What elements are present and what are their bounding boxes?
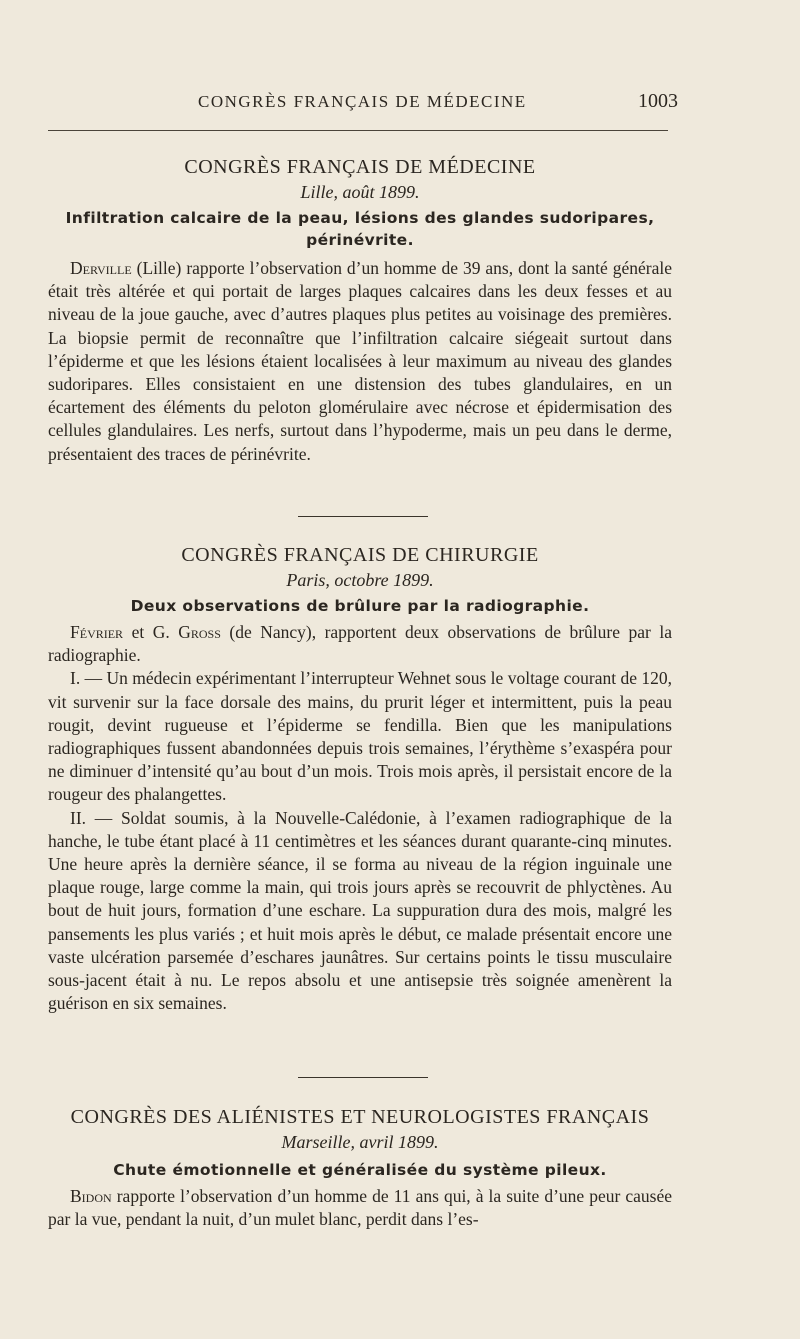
section-subtitle: Paris, octobre 1899. (286, 570, 434, 590)
author-name: Gross (178, 622, 221, 642)
section-title: CONGRÈS FRANÇAIS DE MÉDECINE (184, 156, 536, 178)
section-title: CONGRÈS DES ALIÉNISTES ET NEUROLOGISTES FRANÇAIS (70, 1106, 650, 1128)
section-alienistes (48, 1106, 672, 1231)
article-intro (48, 621, 672, 667)
author-name: Derville (70, 258, 132, 278)
article-title: Deux observations de brûlure par la radiographie. (130, 597, 590, 615)
article-paragraph: I. — Un médecin expérimentant l’interrupteur Wehnet sous le voltage courant de 120, vit survenir sur la face dorsale des mains, du prurit léger et intermittent, puis la peau rougit, devint rugueuse et l’épiderme se fendilla. Bien que les manipulations radiographiques fussent abandonnées depuis trois semaines, l’érythème s’exaspéra pour ne diminuer d’intensité qu’au bout d’un mois. Trois mois après, il persistait encore de la rougeur des phalangettes. (48, 668, 672, 805)
section-subtitle: Marseille, avril 1899. (281, 1132, 439, 1152)
section-chirurgie (48, 544, 672, 1015)
section-medecine (48, 156, 672, 466)
section-divider (298, 516, 428, 517)
article-title: Chute émotionnelle et généralisée du système pileux. (113, 1161, 607, 1179)
article-paragraph: II. — Soldat soumis, à la Nouvelle-Calédonie, à l’examen radiographique de la hanche, le tube étant placé à 11 centimètres et les séances durant quarante-cinq minutes. Une heure après la dernière séance, il se forma au niveau de la région inguinale une plaque rouge, large comme la main, qui trois jours après se recouvrit de phlyctènes. Au bout de huit jours, formation d’une eschare. La suppuration dura des mois, malgré les pansements les plus variés ; et huit mois après le début, ce malade présentait encore une vaste ulcération parsemée d’eschares jaunâtres. Sur certains points le tissu musculaire sous-jacent était à nu. Le repos absolu et une antisepsie très soignée amenèrent la guérison en six semaines. (48, 807, 672, 1014)
intro-text: (de Nancy), rapportent deux observations de brûlure par la radiographie. (48, 622, 672, 666)
running-head-title: CONGRÈS FRANÇAIS DE MÉDECINE (198, 92, 527, 111)
paragraph-text: (Lille) rapporte l’observation d’un homme de 39 ans, dont la santé générale était très altérée et qui portait de larges plaques calcaires dans les deux fesses et au niveau de la joue gauche, avec d’autres plaques plus petites au voisinage des premières. La biopsie permit de reconnaître que l’infiltration calcaire siégeait surtout dans l’épiderme et que les lésions étaient localisées à leur maximum au niveau des glandes sudoripares. Elles consistaient en une distension des tubes glandulaires, en un écartement des éléments du peloton glomérulaire avec nécrose et épidermisation des cellules glandulaires. Les nerfs, surtout dans l’hypoderme, mais un peu dans le derme, présentaient des traces de périnévrite. (48, 258, 672, 464)
header-rule (48, 130, 668, 131)
article-title: Infiltration calcaire de la peau, lésions des glandes sudoripares, périnévrite. (65, 209, 655, 249)
section-divider (298, 1077, 428, 1078)
author-name: Février (70, 622, 124, 642)
article-paragraph (48, 1185, 672, 1231)
author-name: Bidon (70, 1186, 112, 1206)
intro-text: et G. (123, 622, 179, 642)
paragraph-text: rapporte l’observation d’un homme de 11 ans qui, à la suite d’une peur causée par la vue, pendant la nuit, d’un mulet blanc, perdit dans l’es- (48, 1186, 672, 1230)
section-subtitle: Lille, août 1899. (300, 182, 420, 202)
section-title: CONGRÈS FRANÇAIS DE CHIRURGIE (181, 544, 539, 566)
page-number: 1003 (638, 90, 678, 112)
running-head (48, 90, 678, 118)
article-paragraph (48, 257, 672, 466)
